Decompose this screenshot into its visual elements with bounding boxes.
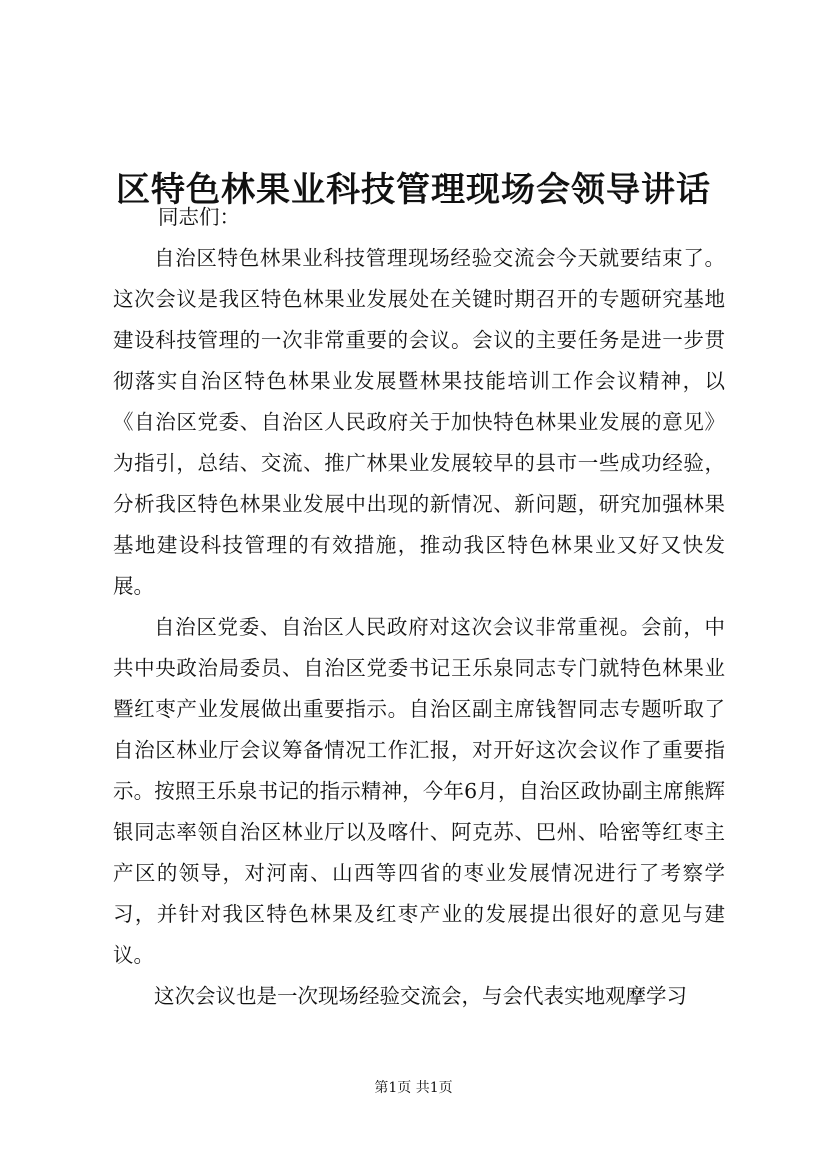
page-title: 区特色林果业科技管理现场会领导讲话: [116, 169, 711, 210]
paragraph-2: 自治区党委、自治区人民政府对这次会议非常重视。会前，中共中央政治局委员、自治区党委书记王乐泉同志专门就特色林果业暨红枣产业发展做出重要指示。自治区副主席钱智同志专题听取了自治区林业厅会议筹备情况工作汇报，对开好这次会议作了重要指示。按照王乐泉书记的指示精神，今年6月，自治区政协副主席熊辉银同志率领自治区林业厅以及喀什、阿克苏、巴州、哈密等红枣主产区的领导，对河南、山西等四省的枣业发展情况进行了考察学习，并针对我区特色林果及红枣产业的发展提出很好的意见与建议。: [113, 615, 725, 967]
paragraph-3: 这次会议也是一次现场经验交流会，与会代表实地观摩学习: [154, 984, 687, 1008]
greeting: 同志们：: [158, 205, 240, 229]
paragraph-1: 自治区特色林果业科技管理现场经验交流会今天就要结束了。这次会议是我区特色林果业发展处在关键时期召开的专题研究基地建设科技管理的一次非常重要的会议。会议的主要任务是进一步贯彻落实自治区特色林果业发展暨林果技能培训工作会议精神，以《自治区党委、自治区人民政府关于加快特色林果业发展的意见》为指引，总结、交流、推广林果业发展较早的县市一些成功经验，分析我区特色林果业发展中出现的新情况、新问题，研究加强林果基地建设科技管理的有效措施，推动我区特色林果业又好又快发展。: [113, 246, 725, 598]
document-body: [113, 197, 725, 1017]
page-footer: 第1页 共1页: [374, 1080, 453, 1096]
